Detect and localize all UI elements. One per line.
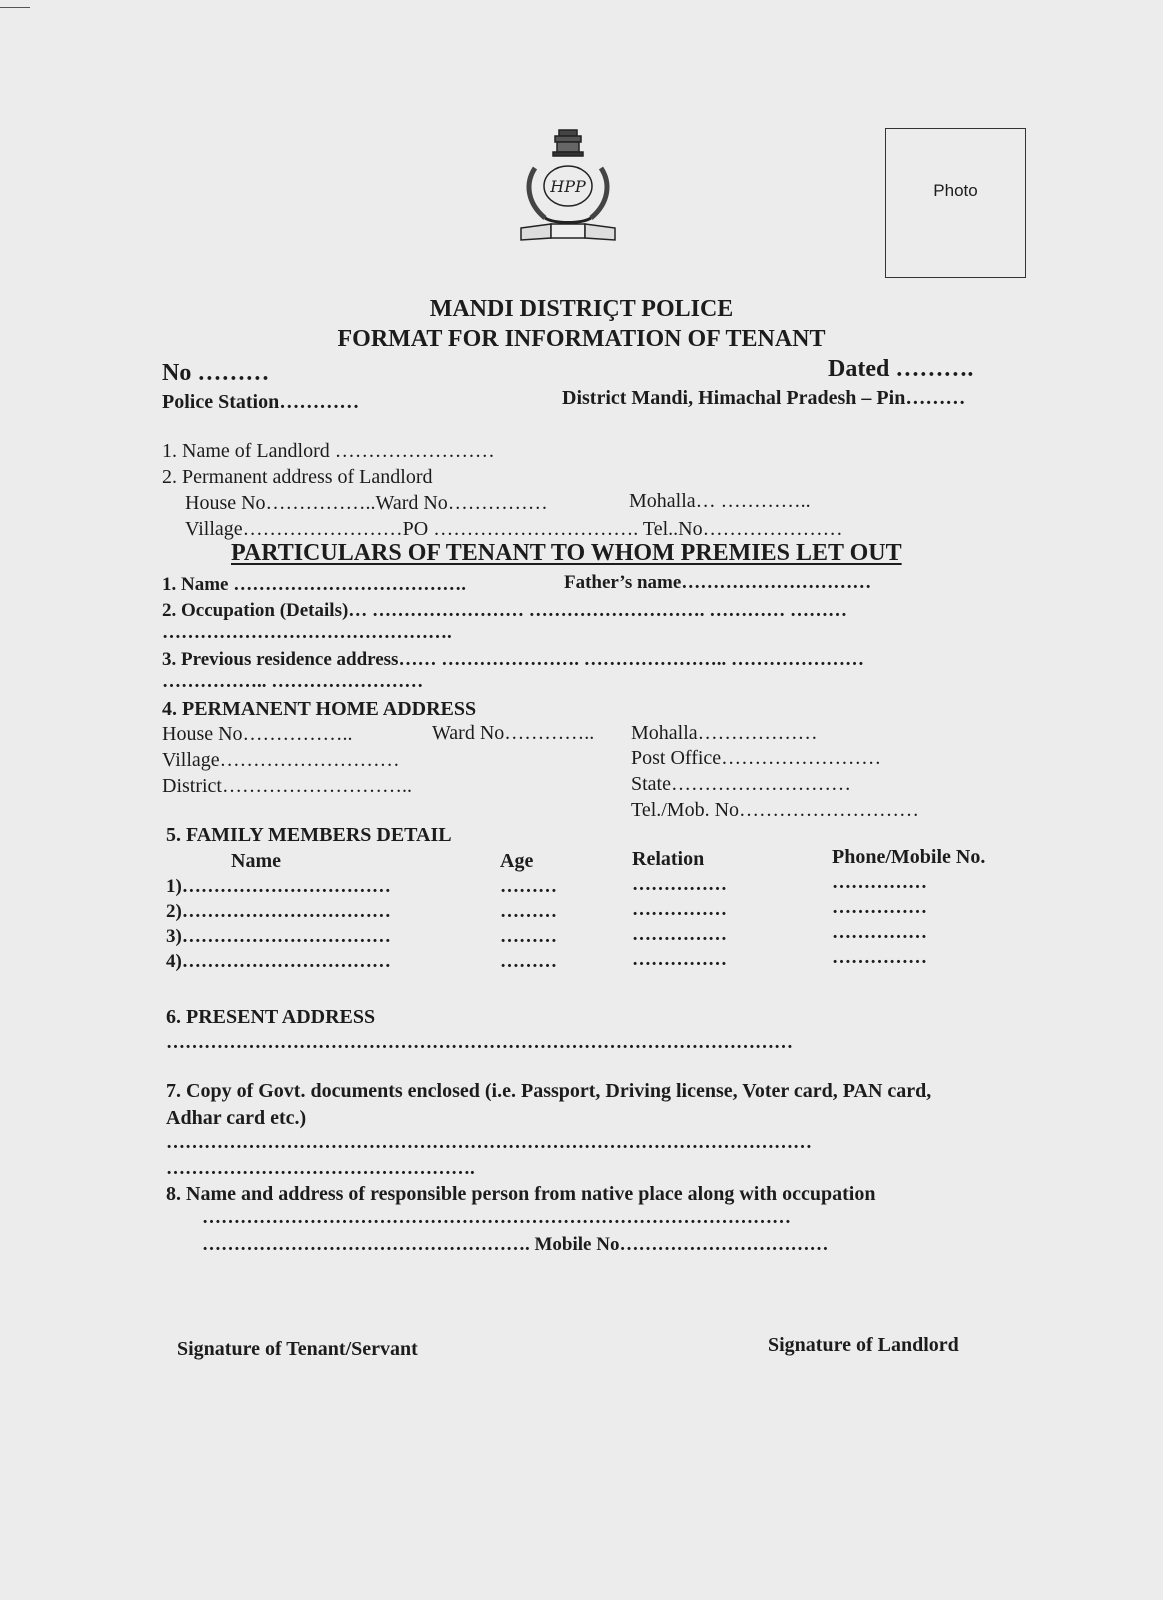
family-row-age: ……… — [500, 951, 557, 972]
landlord-mohalla: Mohalla… ………….. — [629, 490, 811, 512]
tenant-occupation: 2. Occupation (Details)… …………………… ………………………. ………… ……… — [162, 600, 848, 621]
documents-line-1: 7. Copy of Govt. documents enclosed (i.e. Passport, Driving license, Voter card, PAN card, — [166, 1080, 932, 1102]
present-address-line: ……………………………………………………………………………………… — [166, 1032, 793, 1053]
perm-house-no: House No…………….. — [162, 723, 353, 745]
particulars-heading: PARTICULARS OF TENANT TO WHOM PREMIES LET OUT — [231, 540, 902, 566]
family-row-age: ……… — [500, 876, 557, 897]
family-row-phone: …………… — [832, 947, 927, 968]
documents-dots-1: ………………………………………………………………………………………… — [166, 1132, 812, 1153]
police-station: Police Station………… — [162, 391, 360, 413]
landlord-house-no: House No……………..Ward No…………… — [185, 492, 548, 514]
documents-line-2: Adhar card etc.) — [166, 1107, 307, 1129]
tenant-fathers-name: Father’s name………………………… — [564, 572, 872, 593]
family-row-name: 1)…………………………… — [166, 876, 391, 897]
family-col-phone: Phone/Mobile No. — [832, 846, 986, 868]
landlord-address-heading: 2. Permanent address of Landlord — [162, 466, 433, 488]
himachal-police-emblem-icon — [515, 128, 621, 246]
perm-state: State……………………… — [631, 773, 851, 795]
responsible-dots: ………………………………………………………………………………… — [202, 1207, 791, 1228]
present-address-heading: 6. PRESENT ADDRESS — [166, 1006, 376, 1028]
perm-mohalla: Mohalla……………… — [631, 722, 818, 744]
perm-ward-no: Ward No………….. — [432, 722, 595, 744]
page-title: MANDI DISTRIÇT POLICE — [429, 296, 734, 322]
family-row-phone: …………… — [832, 922, 927, 943]
responsible-mobile: ……………………………………………. Mobile No…………………………… — [202, 1234, 829, 1255]
family-row-relation: …………… — [632, 874, 727, 895]
landlord-village: Village……………………PO …………………………. Tel..No………………… — [185, 518, 843, 540]
scan-mark — [0, 7, 30, 8]
family-row-relation: …………… — [632, 924, 727, 945]
responsible-heading: 8. Name and address of responsible person from native place along with occupation — [166, 1183, 876, 1205]
tenant-name: 1. Name ………………………………. — [162, 574, 466, 595]
perm-village: Village……………………… — [162, 749, 400, 771]
page-subtitle: FORMAT FOR INFORMATION OF TENANT — [337, 326, 826, 352]
family-row-phone: …………… — [832, 897, 927, 918]
family-row-age: ……… — [500, 926, 557, 947]
perm-post-office: Post Office…………………… — [631, 747, 882, 769]
family-row-phone: …………… — [832, 872, 927, 893]
family-col-age: Age — [500, 850, 534, 872]
previous-residence-cont: …………….. …………………… — [162, 671, 424, 692]
documents-dots-2: …………………………………………. — [166, 1158, 475, 1179]
landlord-name: 1. Name of Landlord …………………… — [162, 440, 495, 462]
district-line: District Mandi, Himachal Pradesh – Pin……… — [562, 387, 966, 409]
form-number: No ……… — [162, 360, 270, 386]
family-row-relation: …………… — [632, 899, 727, 920]
emblem-text: HPP — [550, 177, 586, 196]
signature-tenant: Signature of Tenant/Servant — [177, 1338, 418, 1360]
signature-landlord: Signature of Landlord — [768, 1334, 959, 1356]
perm-tel: Tel./Mob. No……………………… — [631, 799, 920, 821]
photo-box — [885, 128, 1026, 278]
family-row-name: 4)…………………………… — [166, 951, 391, 972]
family-row-name: 3)…………………………… — [166, 926, 391, 947]
permanent-address-heading: 4. PERMANENT HOME ADDRESS — [162, 698, 477, 720]
family-col-relation: Relation — [632, 848, 705, 870]
previous-residence: 3. Previous residence address…… …………………. ………………….. ………………… — [162, 649, 864, 670]
form-dated: Dated ………. — [828, 356, 974, 382]
perm-district: District……………………….. — [162, 775, 412, 797]
family-row-name: 2)…………………………… — [166, 901, 391, 922]
family-col-name: Name — [231, 850, 281, 872]
family-row-age: ……… — [500, 901, 557, 922]
family-heading: 5. FAMILY MEMBERS DETAIL — [166, 824, 452, 846]
photo-label: Photo — [933, 181, 978, 200]
family-row-relation: …………… — [632, 949, 727, 970]
tenant-occupation-cont: ………………………………………. — [162, 622, 452, 643]
